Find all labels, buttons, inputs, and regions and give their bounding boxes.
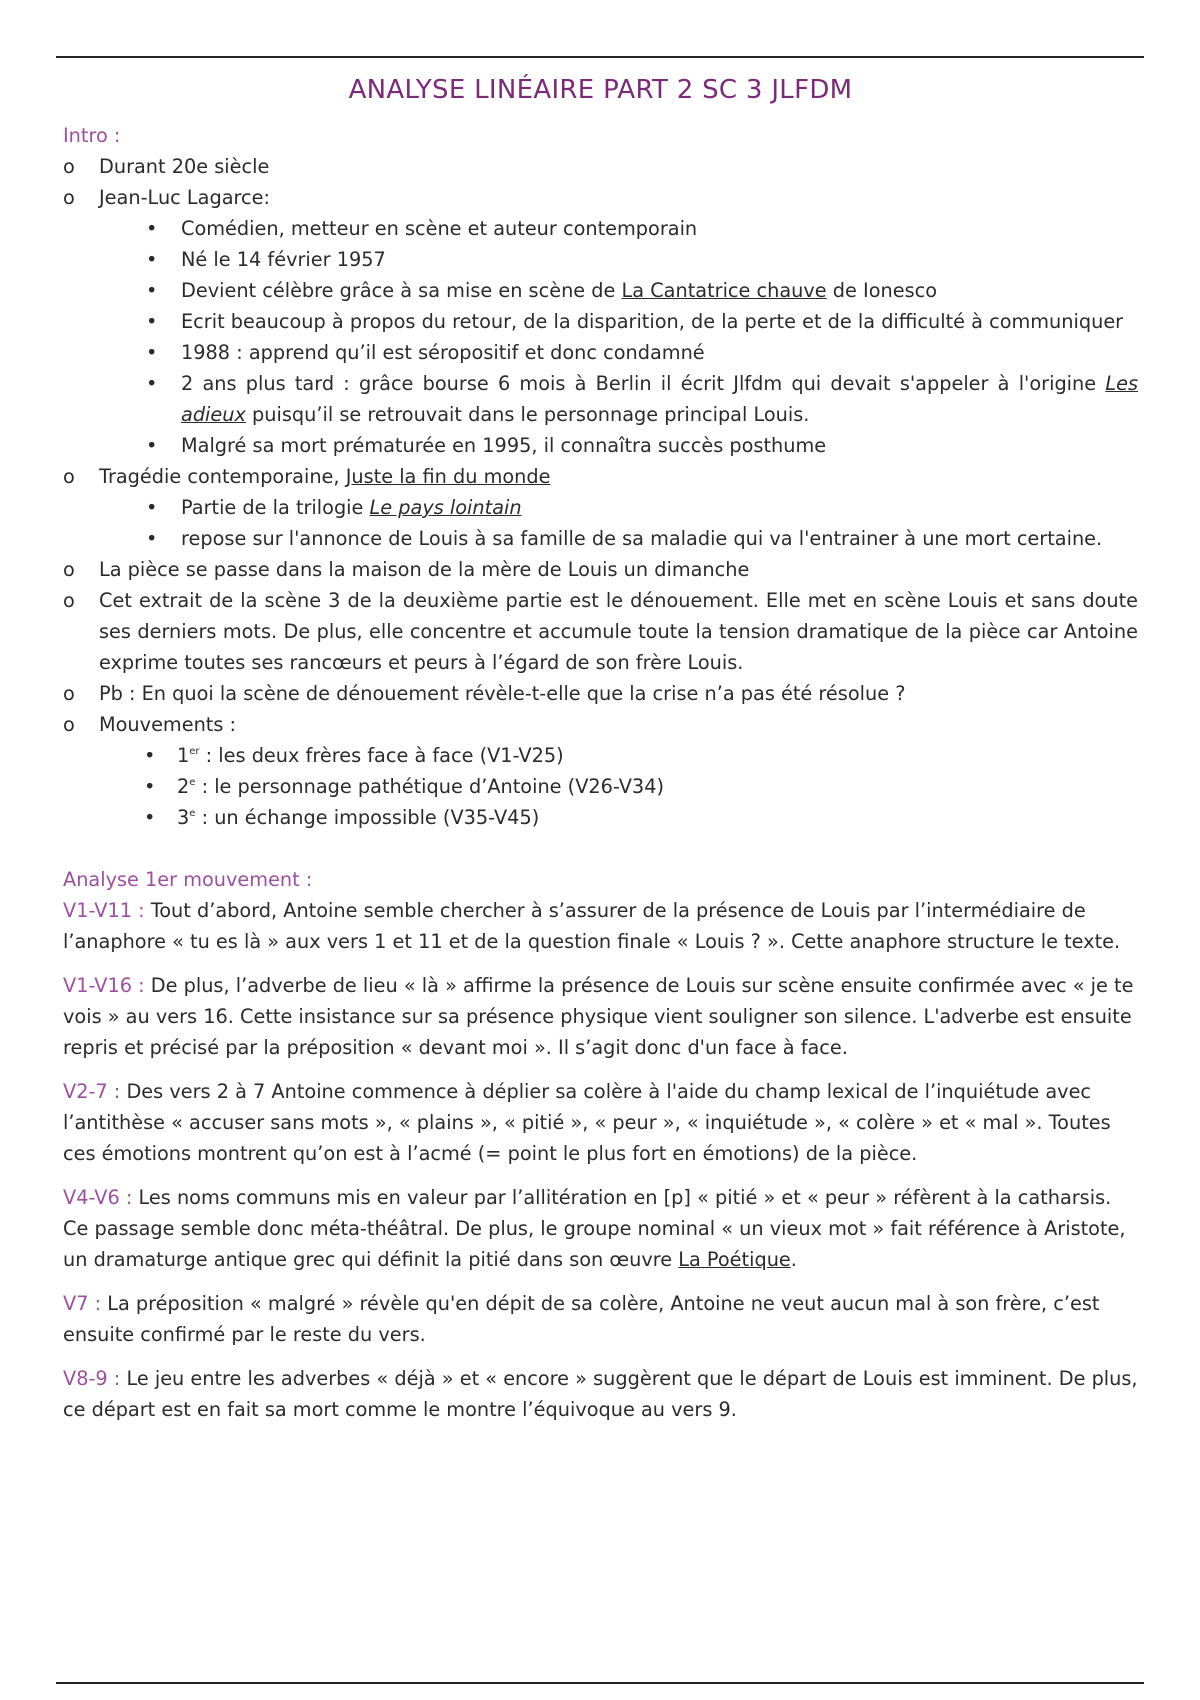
bullet-dot: • <box>146 217 158 240</box>
list-item: o Jean-Luc Lagarce: <box>63 182 1138 213</box>
bullet-marker: o <box>63 682 75 705</box>
analysis-paragraph: V2-7 : Des vers 2 à 7 Antoine commence à déplier sa colère à l'aide du champ lexical de l’inquiétude avec l’antithèse « accuser sans mots », « plains », « pitié », « peur », « inquiétude », « colère » et « mal ». Toutes ces émotions montrent qu’on est à l’acmé (= point le plus fort en émotions) de la pièce. <box>63 1080 1111 1165</box>
bullet-dot: • <box>144 744 156 767</box>
list-item: o Pb : En quoi la scène de dénouement révèle-t-elle que la crise n’a pas été résolue ? <box>63 678 1138 709</box>
verse-tag: V1-V16 : <box>63 974 151 997</box>
list-item: o Mouvements : <box>63 709 1138 740</box>
list-item: o Cet extrait de la scène 3 de la deuxième partie est le dénouement. Elle met en scène Louis et sans doute ses derniers mots. De plus, elle concentre et accumule toute la tension dramatique de la pièce car Antoine exprime toutes ses rancœurs et peurs à l’égard de son frère Louis. <box>63 585 1138 678</box>
bullet-marker: o <box>63 465 75 488</box>
analysis-paragraph: V1-V11 : Tout d’abord, Antoine semble chercher à s’assurer de la présence de Louis par l’intermédiaire de l’anaphore « tu es là » aux vers 1 et 11 et de la question finale « Louis ? ». Cette anaphore structure le texte. <box>63 899 1121 953</box>
sub-list-item: • Devient célèbre grâce à sa mise en scène de La Cantatrice chauve de Ionesco <box>146 275 1138 306</box>
sub-list-item: • Né le 14 février 1957 <box>146 244 1138 275</box>
work-title: Les adieux <box>181 372 1138 426</box>
list-item: o Durant 20e siècle <box>63 151 1138 182</box>
verse-tag: V8-9 : <box>63 1367 127 1390</box>
sub-list-item: • 3e : un échange impossible (V35-V45) <box>144 802 1138 833</box>
work-title: Juste la fin du monde <box>345 465 551 488</box>
bullet-dot: • <box>146 248 158 271</box>
bullet-dot: • <box>146 279 158 302</box>
bullet-dot: • <box>146 527 158 550</box>
bottom-rule <box>56 1682 1144 1684</box>
bullet-marker: o <box>63 155 75 178</box>
bullet-marker: o <box>63 713 75 736</box>
bullet-dot: • <box>146 310 158 333</box>
sub-list-item: • 2 ans plus tard : grâce bourse 6 mois à Berlin il écrit Jlfdm qui devait s'appeler à l'origine Les adieux puisqu’il se retrouvait dans le personnage principal Louis. <box>146 368 1138 430</box>
list-item: o Tragédie contemporaine, Juste la fin du monde <box>63 461 1138 492</box>
bullet-dot: • <box>146 434 158 457</box>
sublist-container <box>63 740 1138 833</box>
top-rule <box>56 56 1144 58</box>
work-title: Le pays lointain <box>369 496 522 519</box>
mouvements-sublist <box>63 740 1138 833</box>
bullet-dot: • <box>144 775 156 798</box>
bullet-marker: o <box>63 186 75 209</box>
list-item: o La pièce se passe dans la maison de la mère de Louis un dimanche <box>63 554 1138 585</box>
bullet-dot: • <box>146 341 158 364</box>
analysis-heading: Analyse 1er mouvement : <box>63 868 313 891</box>
bullet-marker: o <box>63 589 75 612</box>
sub-list-item: • 1er : les deux frères face à face (V1-V25) <box>144 740 1138 771</box>
verse-tag: V2-7 : <box>63 1080 127 1103</box>
sub-list-item: • Partie de la trilogie Le pays lointain <box>146 492 1138 523</box>
bullet-dot: • <box>144 806 156 829</box>
verse-tag: V1-V11 : <box>63 899 151 922</box>
bullet-dot: • <box>146 496 158 519</box>
sub-list-item: • 2e : le personnage pathétique d’Antoine (V26-V34) <box>144 771 1138 802</box>
bullet-marker: o <box>63 558 75 581</box>
work-title: La Cantatrice chauve <box>621 279 827 302</box>
bullet-dot: • <box>146 372 158 395</box>
sub-list-item: • repose sur l'annonce de Louis à sa famille de sa maladie qui va l'entrainer à une mort certaine. <box>146 523 1138 554</box>
analysis-paragraph: V8-9 : Le jeu entre les adverbes « déjà » et « encore » suggèrent que le départ de Louis est imminent. De plus, ce départ est en fait sa mort comme le montre l’équivoque au vers 9. <box>63 1367 1138 1421</box>
document-page <box>63 70 1138 1438</box>
intro-list <box>63 151 1138 833</box>
sub-list-item: • 1988 : apprend qu’il est séropositif et donc condamné <box>146 337 1138 368</box>
verse-tag: V7 : <box>63 1292 108 1315</box>
intro-heading: Intro : <box>63 124 121 147</box>
verse-tag: V4-V6 : <box>63 1186 139 1209</box>
analysis-paragraph: V4-V6 : Les noms communs mis en valeur par l’allitération en [p] « pitié » et « peur » réfèrent à la catharsis. Ce passage semble donc méta-théâtral. De plus, le groupe nominal « un vieux mot » fait référence à Aristote, un dramaturge antique grec qui définit la pitié dans son œuvre La Poétique. <box>63 1186 1126 1271</box>
sub-list-item: • Ecrit beaucoup à propos du retour, de la disparition, de la perte et de la difficulté à communiquer <box>146 306 1138 337</box>
sub-list-item: • Malgré sa mort prématurée en 1995, il connaîtra succès posthume <box>146 430 1138 461</box>
work-title: La Poétique <box>678 1248 791 1271</box>
sublist-container <box>63 213 1138 461</box>
analysis-paragraph: V1-V16 : De plus, l’adverbe de lieu « là » affirme la présence de Louis sur scène ensuite confirmée avec « je te vois » au vers 16. Cette insistance sur sa présence physique vient souligner son silence. L'adverbe est ensuite repris et précisé par la préposition « devant moi ». Il s’agit donc d'un face à face. <box>63 974 1134 1059</box>
document-title: ANALYSE LINÉAIRE PART 2 SC 3 JLFDM <box>348 75 853 105</box>
sublist-container <box>63 492 1138 554</box>
tragedie-sublist <box>63 492 1138 554</box>
sub-list-item: • Comédien, metteur en scène et auteur contemporain <box>146 213 1138 244</box>
lagarce-sublist <box>63 213 1138 461</box>
analysis-paragraph: V7 : La préposition « malgré » révèle qu'en dépit de sa colère, Antoine ne veut aucun mal à son frère, c’est ensuite confirmé par le reste du vers. <box>63 1292 1100 1346</box>
